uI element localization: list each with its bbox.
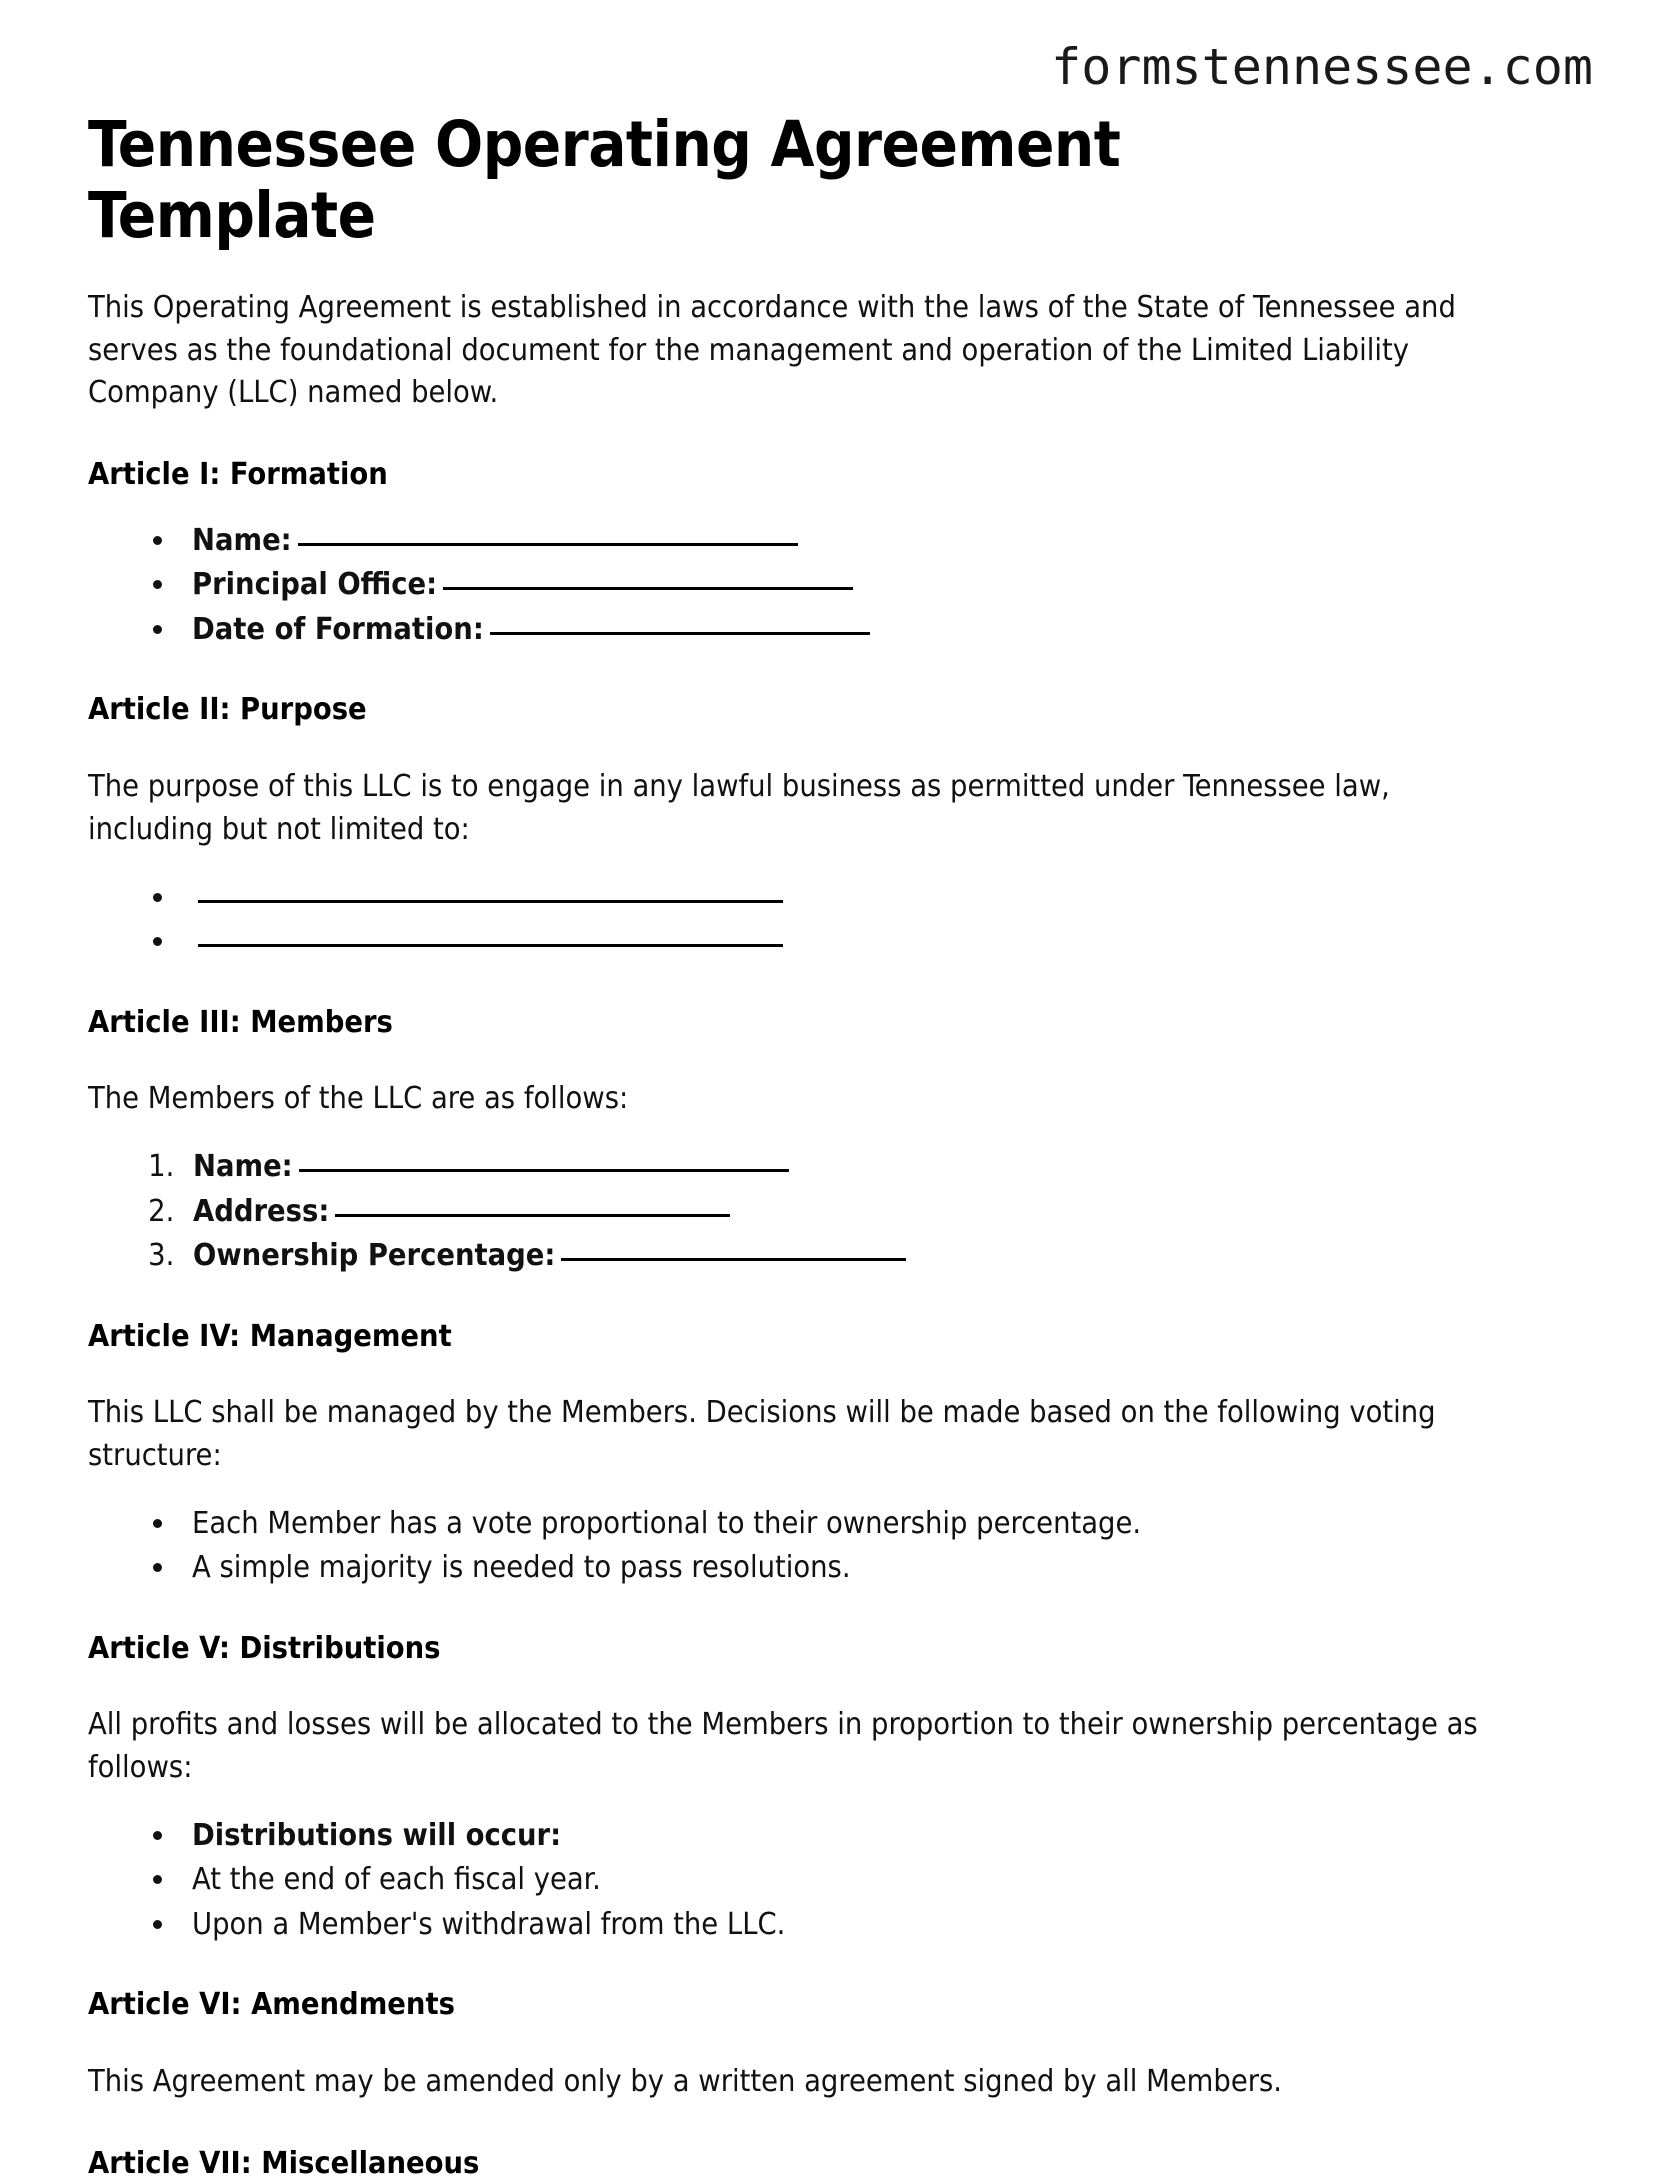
list-item [178,922,1573,963]
purpose-blank-list [88,878,1573,963]
formation-list [88,521,1573,651]
field-label-name: Name: [192,522,292,558]
article-heading-iv: Article IV: Management [88,1318,452,1354]
article-heading-vi: Article VI: Amendments [88,1987,455,2023]
list-item: • Upon a Member's withdrawal from the LLC. [178,1905,1573,1946]
blank-line[interactable] [298,543,798,546]
blank-line[interactable] [561,1258,906,1261]
distributions-list [88,1816,1573,1946]
management-paragraph: This LLC shall be managed by the Members. Decisions will be made based on the following voting structure: [88,1395,1436,1473]
article-heading-vii: Article VII: Miscellaneous [88,2145,480,2181]
purpose-paragraph: The purpose of this LLC is to engage in any lawful business as permitted under Tennessee law, including but not limited to: [88,769,1390,847]
blank-line[interactable] [335,1214,730,1217]
field-label-ownership-percentage: Ownership Percentage: [193,1238,556,1274]
voting-structure-list [88,1504,1573,1589]
list-item [183,1147,1573,1188]
blank-line[interactable] [198,900,783,903]
list-item [178,610,1573,651]
intro-paragraph: This Operating Agreement is established in accordance with the laws of the State of Tennessee and serves as the foundational document for the management and operation of the Limited Liability Company (LLC) named below. [88,290,1456,411]
field-label-principal-office: Principal Office: [192,567,438,603]
blank-line[interactable] [443,587,853,590]
article-heading-i: Article I: Formation [88,457,388,493]
article-heading-ii: Article II: Purpose [88,692,367,728]
list-item [183,1236,1573,1277]
field-label-member-address: Address: [193,1193,330,1229]
list-item [178,521,1573,562]
field-label-member-name: Name: [193,1148,293,1184]
blank-line[interactable] [299,1169,789,1172]
members-paragraph: The Members of the LLC are as follows: [88,1081,629,1117]
list-item: • A simple majority is needed to pass resolutions. [178,1548,1573,1589]
article-heading-v: Article V: Distributions [88,1630,441,1666]
page-title: Tennessee Operating Agreement Template [88,108,1121,252]
list-item [183,1192,1573,1233]
list-item [178,878,1573,919]
amendments-paragraph: This Agreement may be amended only by a written agreement signed by all Members. [88,2064,1283,2100]
site-watermark: formstennessee.com [1051,38,1593,96]
article-heading-iii: Article III: Members [88,1004,393,1040]
distributions-paragraph: All profits and losses will be allocated to the Members in proportion to their ownership percentage as follows: [88,1707,1478,1786]
document-body [88,110,1573,2183]
members-list [88,1147,1573,1277]
list-item: • Distributions will occur: [178,1816,1573,1857]
blank-line[interactable] [198,944,783,947]
list-item: • Each Member has a vote proportional to their ownership percentage. [178,1504,1573,1545]
field-label-date-of-formation: Date of Formation: [192,611,484,647]
list-item: • At the end of each fiscal year. [178,1860,1573,1901]
list-item [178,565,1573,606]
blank-line[interactable] [490,632,870,635]
